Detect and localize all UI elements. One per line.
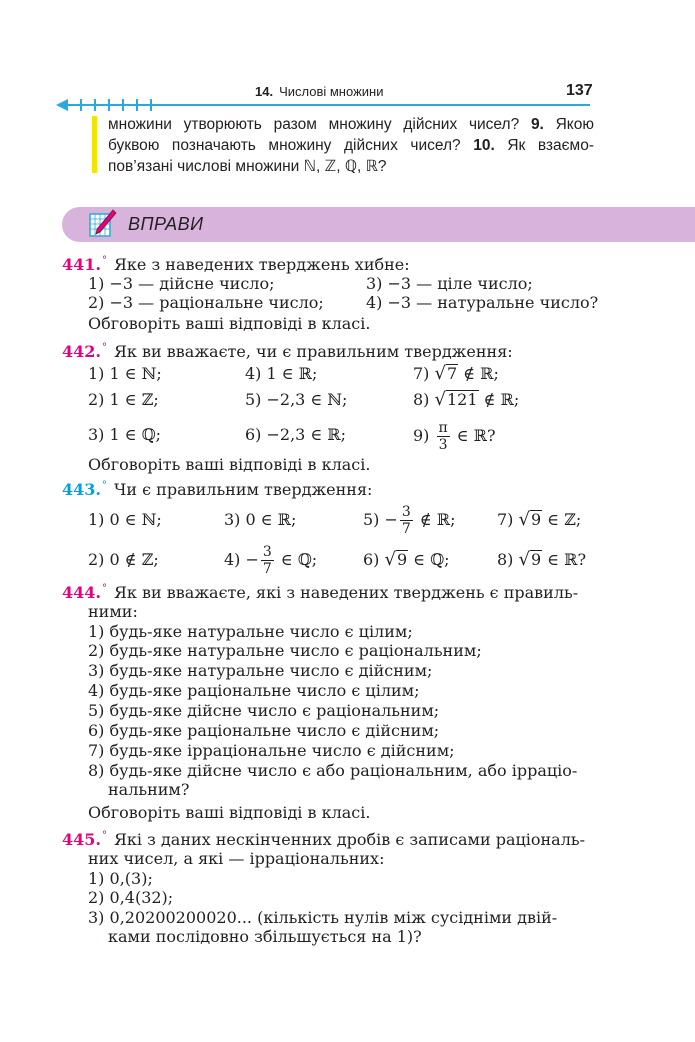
list-item: 1) будь-яке натуральне число є цілим; [88, 622, 413, 641]
exercise-number: 441.° [62, 255, 107, 274]
option: 7) √7 ∉ ℝ; [413, 363, 499, 384]
review-questions [108, 114, 594, 177]
list-item: 8) будь-яке дійсне число є або раціональним, або ірраціо- [88, 761, 578, 780]
discussion-note: Обговоріть ваші відповіді в класі. [88, 455, 371, 474]
list-item: 2) будь-яке натуральне число є раціональним; [88, 641, 482, 660]
option: 4) 1 ∈ ℝ; [245, 364, 318, 383]
option: 1) 0 ∈ ℕ; [88, 510, 162, 529]
exercise-number: 445.° [62, 830, 107, 849]
list-item: 4) будь-яке раціональне число є цілим; [88, 681, 420, 700]
ruler-tick [150, 99, 152, 111]
question-text: Якою буквою позначають множину дійсних чисел? [108, 116, 595, 154]
option: 3) 0 ∈ ℝ; [224, 510, 297, 529]
discussion-note: Обговоріть ваші відповіді в класі. [88, 803, 371, 822]
option: 6) −2,3 ∈ ℝ; [245, 425, 347, 444]
exercises-title: ВПРАВИ [128, 214, 204, 234]
section-title: Числові множини [279, 84, 384, 99]
list-item: 2) 0,4(32); [88, 888, 174, 907]
running-header [255, 84, 383, 99]
arrow-left-icon [56, 99, 68, 111]
option: 4) − $\frac{3}{7}$ ∈ ℚ; [224, 543, 318, 577]
list-item: 7) будь-яке ірраціональне число є дійсним; [88, 741, 455, 760]
discussion-note: Обговоріть ваші відповіді в класі. [88, 314, 371, 333]
exercise-number: 444.° [62, 583, 107, 602]
question-number: 10. [473, 137, 495, 154]
ruler-tick [122, 99, 124, 111]
ruler-tick [136, 99, 138, 111]
option: 2) −3 — раціональне число; [88, 293, 324, 312]
notebook-pencil-icon [88, 208, 118, 240]
option: 2) 1 ∈ ℤ; [88, 390, 159, 409]
option: 4) −3 — натуральне число? [366, 293, 599, 312]
option: 9) $\frac{\pi}{3}$ ∈ ℝ? [413, 419, 496, 453]
question-text: множини утворюють разом множину дійсних чисел? [108, 116, 531, 133]
ruler-tick [94, 99, 96, 111]
section-number: 14. [255, 84, 274, 99]
list-item: 5) будь-яке дійсне число є раціональним; [88, 701, 440, 720]
option: 1) −3 — дійсне число; [88, 274, 275, 293]
option: 1) 1 ∈ ℕ; [88, 364, 162, 383]
option: 8) √121 ∉ ℝ; [413, 389, 520, 410]
exercise-number: 442.° [62, 342, 107, 361]
ruler-tick [108, 99, 110, 111]
exercise-question: ними: [88, 602, 138, 621]
exercise-question: Як ви вважаєте, які з наведених тверджень є правиль- [114, 583, 579, 602]
exercise-question: Чи є правильним твердження: [114, 480, 373, 499]
option: 3) −3 — ціле число; [366, 274, 533, 293]
exercise-question: Яке з наведених тверджень хибне: [114, 255, 410, 274]
option: 5) − $\frac{3}{7}$ ∉ ℝ; [363, 503, 456, 537]
option: 5) −2,3 ∈ ℕ; [245, 390, 348, 409]
exercise-number: 443.° [62, 480, 107, 499]
list-item: 3) будь-яке натуральне число є дійсним; [88, 661, 433, 680]
page-number: 137 [566, 82, 593, 99]
option: 8) √9 ∈ ℝ? [497, 549, 587, 570]
question-text: Як взаємо-пов’язані числові множини ℕ, ℤ, ℚ, ℝ? [108, 137, 594, 175]
option: 7) √9 ∈ ℤ; [497, 509, 582, 530]
exercise-question: Які з даних нескінченних дробів є записами раціональ- [114, 830, 585, 849]
questions-marker-bar [92, 116, 97, 173]
list-item: 1) 0,(3); [88, 869, 153, 888]
list-item-continuation: ками послідовно збільшується на 1)? [108, 927, 422, 946]
exercise-question: Як ви вважаєте, чи є правильним твердження: [114, 342, 513, 361]
option: 2) 0 ∉ ℤ; [88, 550, 159, 569]
header-rule [62, 104, 590, 106]
question-number: 9. [530, 116, 544, 133]
ruler-tick [80, 99, 82, 111]
option: 3) 1 ∈ ℚ; [88, 425, 162, 444]
list-item: 3) 0,20200200020... (кількість нулів між сусідніми двій- [88, 908, 558, 927]
list-item-continuation: нальним? [108, 780, 190, 799]
exercise-question: них чисел, а які — ірраціональних: [88, 849, 385, 868]
list-item: 6) будь-яке раціональне число є дійсним; [88, 721, 440, 740]
option: 6) √9 ∈ ℚ; [363, 549, 450, 570]
